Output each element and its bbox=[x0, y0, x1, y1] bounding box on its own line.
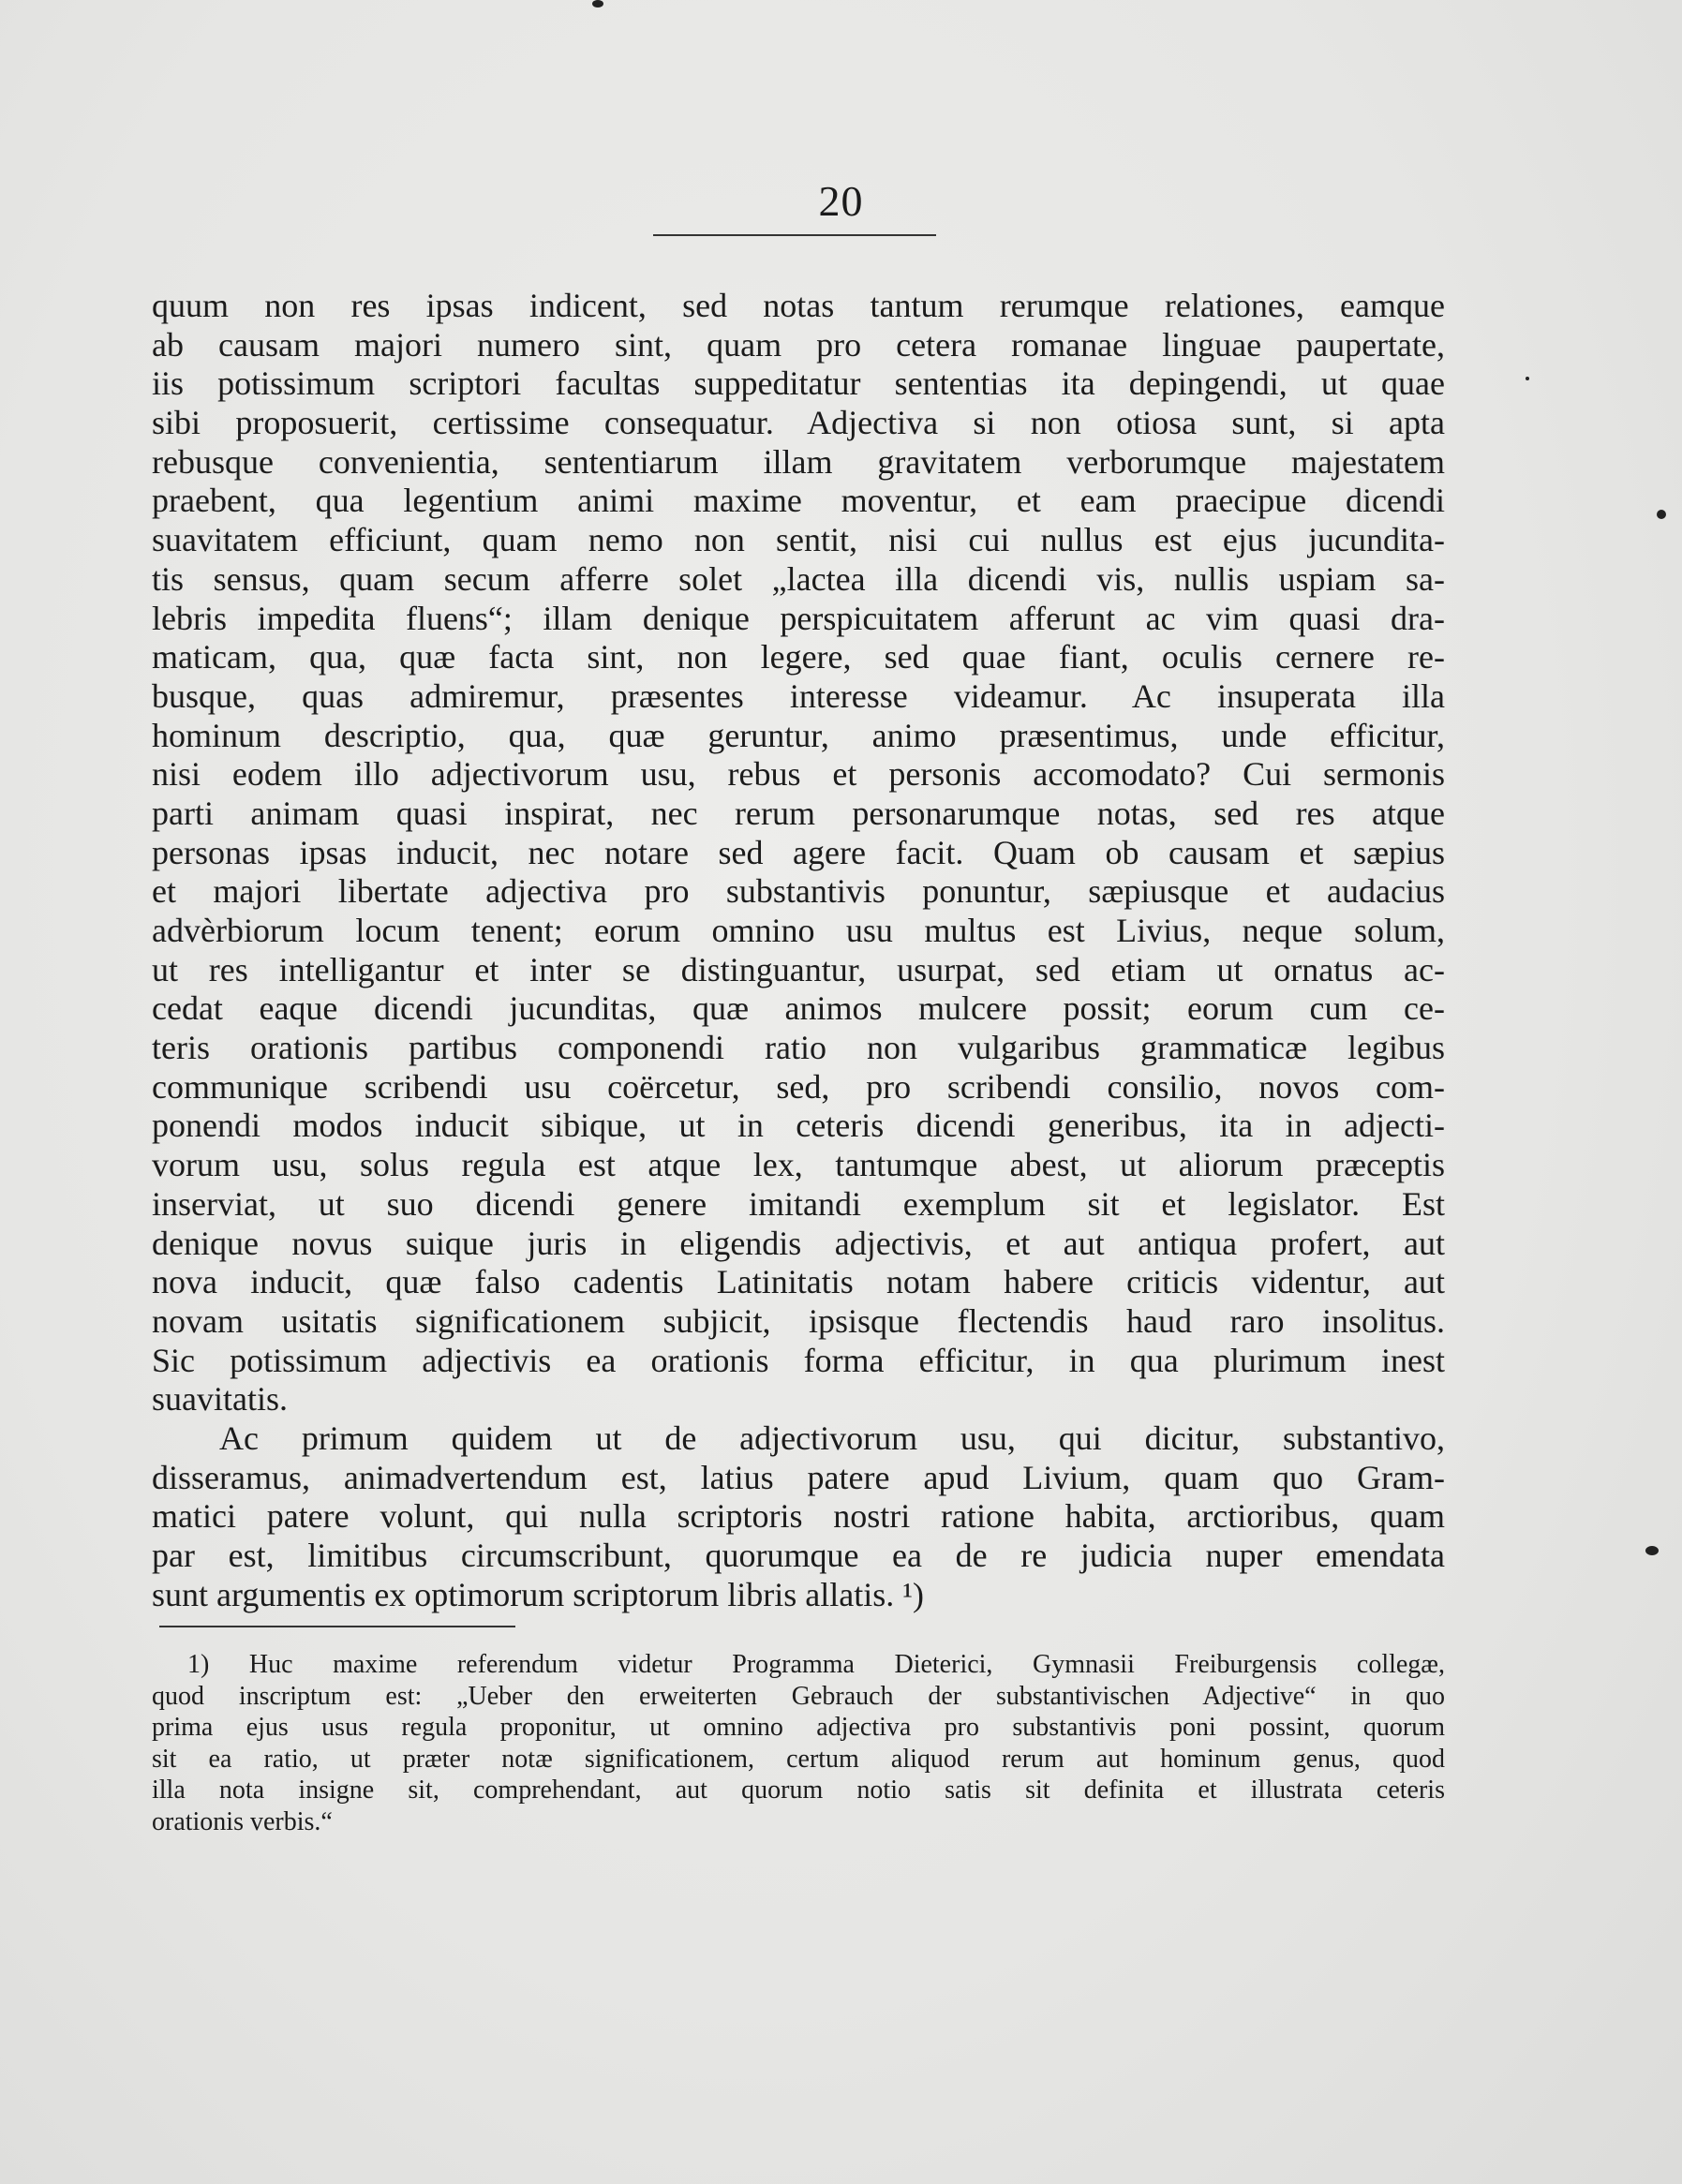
footnote-line: sit ea ratio, ut præter notæ significationem, certum aliquod rerum aut hominum genus, quod bbox=[152, 1744, 1445, 1774]
body-line: busque, quas admiremur, præsentes interesse videamur. Ac insuperata illa bbox=[152, 676, 1445, 715]
ink-speck bbox=[592, 0, 603, 7]
body-line: praebent, qua legentium animi maxime moventur, et eam praecipue dicendi bbox=[152, 482, 1445, 520]
ink-speck bbox=[1645, 1546, 1659, 1555]
body-line: communique scribendi usu coërcetur, sed, pro scribendi consilio, novos com- bbox=[152, 1067, 1445, 1106]
body-line: nisi eodem illo adjectivorum usu, rebus et personis accomodato? Cui sermonis bbox=[152, 755, 1445, 794]
body-line: disseramus, animadvertendum est, latius patere apud Livium, quam quo Gram- bbox=[152, 1458, 1445, 1496]
body-line: sunt argumentis ex optimorum scriptorum libris allatis. ¹) bbox=[152, 1575, 925, 1613]
body-line: novam usitatis significationem subjicit, ipsisque flectendis haud raro insolitus. bbox=[152, 1301, 1445, 1340]
body-line: ponendi modos inducit sibique, ut in ceteris dicendi generibus, ita in adjecti- bbox=[152, 1107, 1445, 1145]
body-line: cedat eaque dicendi jucunditas, quæ animos mulcere possit; eorum cum ce- bbox=[152, 989, 1445, 1028]
body-text bbox=[152, 287, 1445, 1614]
body-line: suavitatis. bbox=[152, 1380, 288, 1419]
body-line: par est, limitibus circumscribunt, quorumque ea de re judicia nuper emendata bbox=[152, 1537, 1445, 1574]
page-number: 20 bbox=[818, 177, 864, 225]
footnote-line: illa nota insigne sit, comprehendant, aut quorum notio satis sit definita et illustrata ceteris bbox=[152, 1775, 1445, 1805]
body-line: lebris impedita fluens“; illam denique perspicuitatem afferunt ac vim quasi dra- bbox=[152, 599, 1445, 637]
footnote-line: prima ejus usus regula proponitur, ut omnino adjectiva pro substantivis poni possint, quorum bbox=[152, 1713, 1445, 1743]
body-line: matici patere volunt, qui nulla scriptoris nostri ratione habita, arctioribus, quam bbox=[152, 1497, 1445, 1536]
body-line: sibi proposuerit, certissime consequatur. Adjectiva si non otiosa sunt, si apta bbox=[152, 404, 1445, 442]
body-line: iis potissimum scriptori facultas suppeditatur sententias ita depingendi, ut quae bbox=[152, 364, 1445, 403]
footnote-line: 1) Huc maxime referendum videtur Programma Dieterici, Gymnasii Freiburgensis collegæ, bbox=[187, 1650, 1445, 1679]
body-line: teris orationis partibus componendi ratio non vulgaribus grammaticæ legibus bbox=[152, 1029, 1445, 1067]
body-line: hominum descriptio, qua, quæ geruntur, animo præsentimus, unde efficitur, bbox=[152, 716, 1445, 754]
body-line: rebusque convenientia, sententiarum illam gravitatem verborumque majestatem bbox=[152, 442, 1445, 481]
body-line: ut res intelligantur et inter se distinguantur, usurpat, sed etiam ut ornatus ac- bbox=[152, 950, 1445, 988]
body-line: advèrbiorum locum tenent; eorum omnino usu multus est Livius, neque solum, bbox=[152, 912, 1445, 949]
body-line: parti animam quasi inspirat, nec rerum personarumque notas, sed res atque bbox=[152, 794, 1445, 832]
footnote-rule bbox=[159, 1626, 515, 1627]
body-line: suavitatem efficiunt, quam nemo non sentit, nisi cui nullus est ejus jucundita- bbox=[152, 521, 1445, 559]
body-line: Sic potissimum adjectivis ea orationis forma efficitur, in qua plurimum inest bbox=[152, 1341, 1445, 1379]
footnote bbox=[152, 1649, 1445, 1838]
body-line: personas ipsas inducit, nec notare sed agere facit. Quam ob causam et sæpius bbox=[152, 833, 1445, 871]
body-line: denique novus suique juris in eligendis adjectivis, et aut antiqua profert, aut bbox=[152, 1224, 1445, 1262]
ink-speck bbox=[1657, 510, 1666, 519]
body-line: vorum usu, solus regula est atque lex, tantumque abest, ut aliorum præceptis bbox=[152, 1146, 1445, 1184]
body-line: ab causam majori numero sint, quam pro cetera romanae linguae paupertate, bbox=[152, 325, 1445, 364]
body-line: nova inducit, quæ falso cadentis Latinitatis notam habere criticis videntur, aut bbox=[152, 1263, 1445, 1301]
footnote-line: quod inscriptum est: „Ueber den erweiterten Gebrauch der substantivischen Adjective“ in quo bbox=[152, 1681, 1445, 1711]
body-line: maticam, qua, quæ facta sint, non legere, sed quae fiant, oculis cernere re- bbox=[152, 638, 1445, 676]
header-rule bbox=[653, 234, 936, 236]
body-line: inserviat, ut suo dicendi genere imitandi exemplum sit et legislator. Est bbox=[152, 1184, 1445, 1223]
body-line: et majori libertate adjectiva pro substantivis ponuntur, sæpiusque et audacius bbox=[152, 872, 1445, 911]
body-line: tis sensus, quam secum afferre solet „lactea illa dicendi vis, nullis uspiam sa- bbox=[152, 559, 1445, 598]
ink-speck bbox=[1526, 377, 1529, 380]
footnote-line: orationis verbis.“ bbox=[152, 1806, 333, 1836]
body-line: quum non res ipsas indicent, sed notas tantum rerumque relationes, eamque bbox=[152, 287, 1445, 324]
body-line: Ac primum quidem ut de adjectivorum usu, qui dicitur, substantivo, bbox=[219, 1419, 1445, 1457]
